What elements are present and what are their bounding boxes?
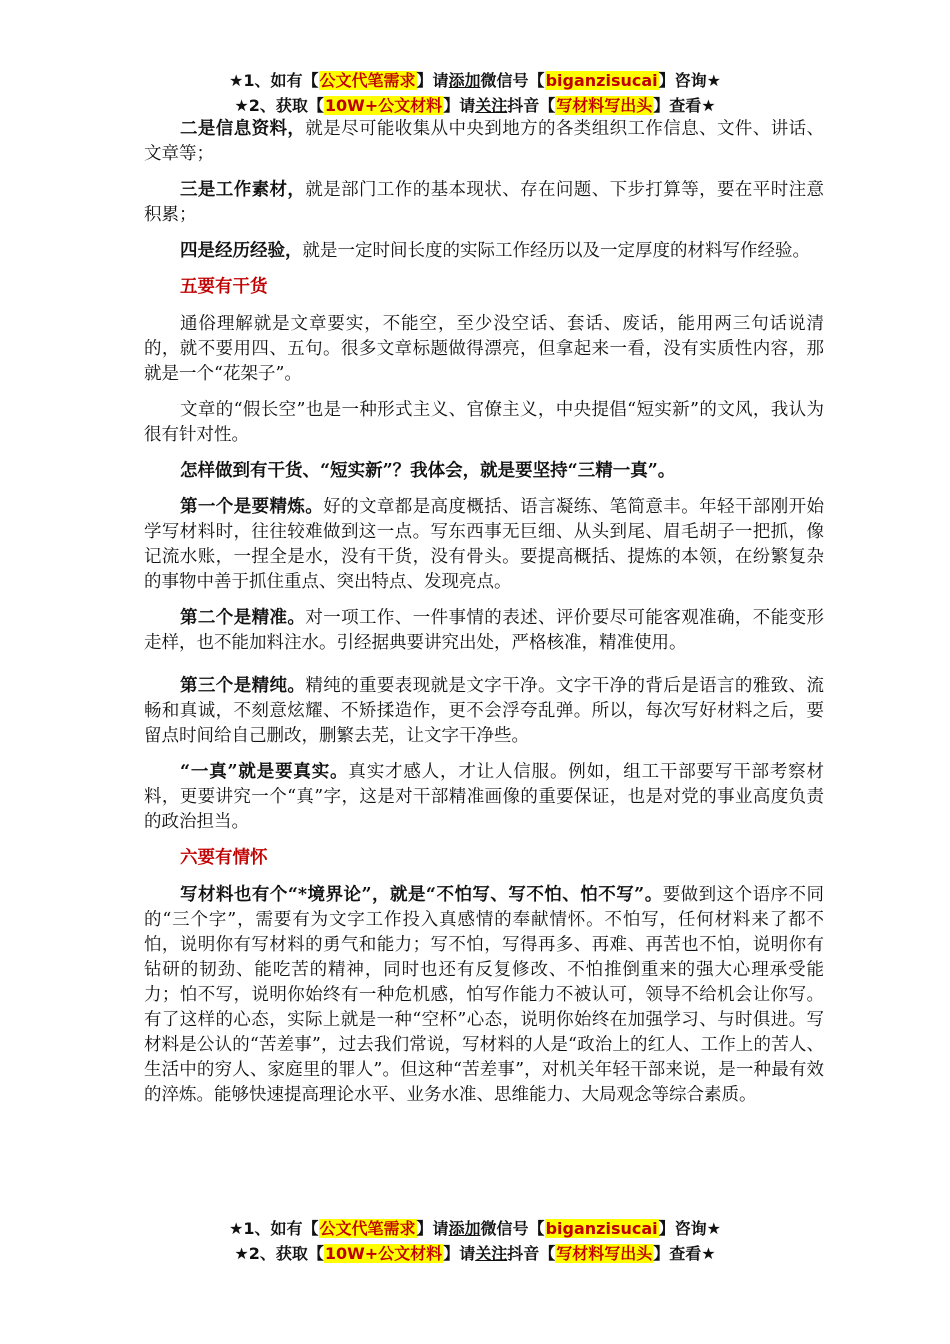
- document-body: [144, 117, 824, 1119]
- paragraph-understanding: 通俗理解就是文章要实，不能空，至少没空话、套话、废话，能用两三句话说清的，就不要用四、五句。很多文章标题做得漂亮，但拿起来一看，没有实质性内容，那就是一个“花架子”。: [144, 314, 824, 384]
- banner-highlight: biganzisucai: [545, 1219, 658, 1238]
- banner-underline: 添加: [448, 71, 481, 90]
- paragraph-text: 真实才感人，才让人信服。例如，组工干部要写干部考察材料，更要讲究一个“真”字，这是对干部精准画像的重要保证，也是对党的事业高度负责的政治担当。: [144, 762, 825, 832]
- banner-text: 微信号【: [480, 71, 545, 90]
- banner-highlight: 写材料写出头: [556, 1244, 653, 1263]
- paragraph-pure: [144, 674, 824, 749]
- banner-highlight: 写材料写出头: [556, 96, 653, 115]
- banner-underline: 关注: [475, 96, 508, 115]
- paragraph-accurate: [144, 606, 824, 656]
- paragraph-concise: [144, 495, 824, 595]
- banner-underline: 关注: [475, 1244, 508, 1263]
- paragraph-lead: 第一个是要精炼。: [180, 497, 324, 517]
- paragraph-lead: 二是信息资料，: [180, 119, 306, 139]
- paragraph-info: [144, 117, 824, 167]
- paragraph-lead: 写材料也有个“*境界论”，就是“不怕写、写不怕、怕不写”。: [180, 885, 663, 905]
- banner-prefix: ★1、如有【: [229, 71, 319, 90]
- paragraph-text: 精纯的重要表现就是文字干净。文字干净的背后是语言的雅致、流畅和真诚，不刻意炫耀、不矫揉造作，更不会浮夸乱弹。所以，每次写好材料之后，要留点时间给自己删改，删繁去芜，让文字干净些。: [144, 676, 825, 746]
- banner-text: 】请: [416, 71, 449, 90]
- section-heading-5: 五要有干货: [180, 277, 268, 297]
- banner-highlight: 10W+公文材料: [324, 96, 443, 115]
- paragraph-passion: [144, 883, 824, 1108]
- paragraph-lead: 第二个是精准。: [180, 608, 306, 628]
- banner-text: 微信号【: [480, 1219, 545, 1238]
- paragraph-lead: 第三个是精纯。: [180, 676, 306, 696]
- top-banner-line-1: [0, 70, 950, 92]
- banner-highlight: biganzisucai: [545, 71, 658, 90]
- banner-suffix: 】咨询★: [658, 71, 721, 90]
- paragraph-text: 就是一定时间长度的实际工作经历以及一定厚度的材料写作经验。: [302, 241, 810, 261]
- banner-text: 抖音【: [507, 96, 556, 115]
- paragraph-text: 要做到这个语序不同的“三个字”，需要有为文字工作投入真感情的奉献情怀。不怕写，任何材料来了都不怕，说明你有写材料的勇气和能力；写不怕，写得再多、再难、再苦也不怕，说明你有钻研的韧劲、能吃苦的精神，同时也还有反复修改、不怕推倒重来的强大心理承受能力；怕不写，说明你始终有一种危机感，怕写作能力不被认可，领导不给机会让你写。有了这样的心态，实际上就是一种“空杯”心态，说明你始终在加强学习、与时俱进。写材料是公认的“苦差事”，过去我们常说，写材料的人是“政治上的红人、工作上的苦人、生活中的穷人、家庭里的罪人”。但这种“苦差事”，对机关年轻干部来说，是一种最有效的淬炼。能够快速提高理论水平、业务水准、思维能力、大局观念等综合素质。: [144, 885, 824, 1105]
- paragraph-experience: [144, 239, 824, 264]
- paragraph-text: 就是尽可能收集从中央到地方的各类组织工作信息、文件、讲话、文章等；: [144, 119, 825, 164]
- section-heading-6: 六要有情怀: [180, 848, 268, 868]
- paragraph-text: 好的文章都是高度概括、语言凝练、笔简意丰。年轻干部刚开始学写材料时，往往较难做到这一点。写东西事无巨细、从头到尾、眉毛胡子一把抓，像记流水账，一捏全是水，没有干货，没有骨头。要提高概括、提炼的本领，在纷繁复杂的事物中善于抓住重点、突出特点、发现亮点。: [144, 497, 825, 592]
- banner-text: 】请: [443, 96, 476, 115]
- paragraph-style: 文章的“假长空”也是一种形式主义、官僚主义，中央提倡“短实新”的文风，我认为很有针对性。: [144, 400, 824, 445]
- paragraph-text: 对一项工作、一件事情的表述、评价要尽可能客观准确，不能变形走样，也不能加料注水。引经据典要讲究出处，严格核准，精准使用。: [144, 608, 825, 653]
- paragraph-lead: 三是工作素材，: [180, 180, 306, 200]
- paragraph-lead: 怎样做到有干货、“短实新”？我体会，就是要坚持“三精一真”。: [180, 461, 676, 481]
- banner-highlight: 公文代笔需求: [319, 1219, 416, 1238]
- bottom-banner-line-1: [0, 1218, 950, 1240]
- paragraph-text: 就是部门工作的基本现状、存在问题、下步打算等，要在平时注意积累；: [144, 180, 825, 225]
- paragraph-truth: [144, 760, 824, 835]
- banner-prefix: ★1、如有【: [229, 1219, 319, 1238]
- banner-highlight: 公文代笔需求: [319, 71, 416, 90]
- top-banner-line-2: [0, 95, 950, 117]
- banner-text: 】请: [416, 1219, 449, 1238]
- banner-suffix: 】查看★: [653, 1244, 716, 1263]
- banner-suffix: 】查看★: [653, 96, 716, 115]
- paragraph-lead: 四是经历经验，: [180, 241, 303, 261]
- banner-highlight: 10W+公文材料: [324, 1244, 443, 1263]
- banner-underline: 添加: [448, 1219, 481, 1238]
- paragraph-lead: “一真”就是要真实。: [180, 762, 349, 782]
- bottom-banner-line-2: [0, 1243, 950, 1265]
- banner-text: 】请: [443, 1244, 476, 1263]
- banner-prefix: ★2、获取【: [234, 1244, 324, 1263]
- banner-text: 抖音【: [507, 1244, 556, 1263]
- paragraph-question: [144, 459, 824, 484]
- banner-suffix: 】咨询★: [658, 1219, 721, 1238]
- banner-prefix: ★2、获取【: [234, 96, 324, 115]
- paragraph-material: [144, 178, 824, 228]
